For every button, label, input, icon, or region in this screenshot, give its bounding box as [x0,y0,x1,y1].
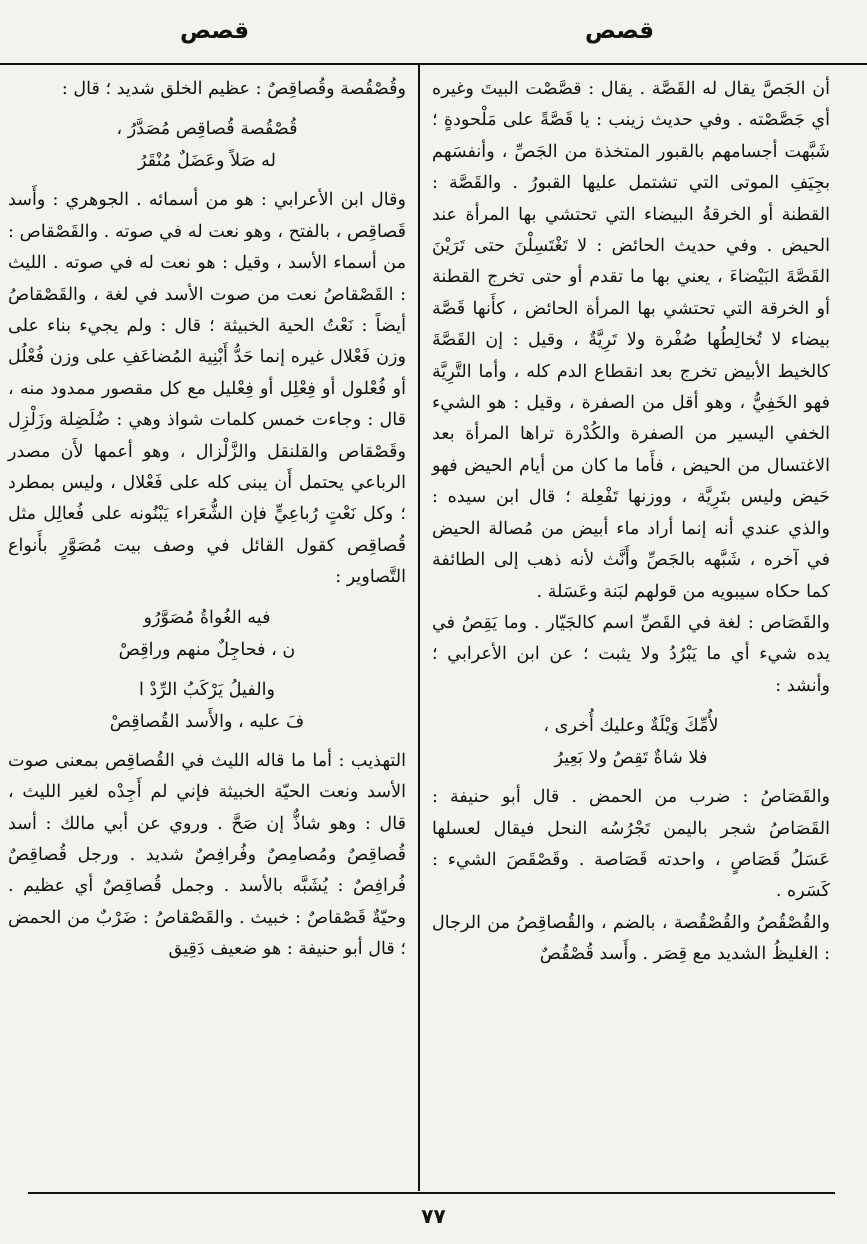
paragraph: وقال ابن الأعرابي : هو من أسمائه . الجوهري : وأَسد قَصاقِص ، بالفتح ، وهو نعت له في صوته . والقَصْقاص : من أسماء الأسد ، وقيل : هو نعت له في صوته . الليث : القَصْقاصُ نعت من صوت الأسد في لغة ، والقَصْقاصُ أيضاً : نَعْتُ الحية الخبيثة ؛ قال : ولم يجيء بناء على وزن فَعْلال غيره إنما حَدُّ أَبْنِية المُضاعَفِ على وزن فُعْلُل أو فُعْلول أو فِعْلِل أو فِعْليل مع كل مقصور ممدود منه ، قال : وجاءت خمس كلمات شواذ وهي : ضُلَضِلة وزَلْزِل وقَصْقاص والقلنقل والزَّلْزال ، وهو أعمها لأَن مصدر الرباعي يحتمل أَن يبنى كله على فَعْلال ، وليس بمطرد ؛ وكل نَعْتٍ رُباعِيٍّ فإن الشُّعَراء يَبْنُونه على فُعالِل مثل قُصاقِص كقول القائل في وصف بيت مُصَوَّرٍ بأَنواع التَّصاوير : [8,190,406,588]
paragraph: والقَصَاصُ : ضرب من الحمض . قال أبو حنيفة : القَصَاصُ شجر باليمن تَجْرُسُه النحل فيقال لعسلها عَسَلُ قَصَاصٍ ، واحدته قَصَاصة . وقَصْقَصَ الشيء : كَسَره . [432,787,830,902]
paragraph: أن الجَصَّ يقال له القَصَّة . يقال : قصَّصْت البيتَ وغيره أي جَصَّصْته . وفي حديث زينب : يا قَصَّةً على مَلْحودةٍ ؛ شَبَّهت أجسامهم بالقبور المتخذة من الجَصِّ ، وأنفسَهم بجِيَفِ الموتى التي تشتمل عليها القبورُ . والقَصَّة : القطنة أو الخرقةُ البيضاء التي تحتشي بها المرأة عند الحيض . وفي حديث الحائض : لا تَغْتَسِلْنَ حتى تَرَيْنَ القَصَّةَ البَيْضاءَ ، يعني بها ما تقدم أو حتى تخرج القطنة أو الخرقة التي تحتشي بها المرأة الحائض ، كأَنها قَصَّة بيضاء لا تُخالِطُها صُفْرة ولا تَرِيَّةٌ ، وقيل : إن القَصَّةَ كالخيط الأبيض تخرج بعد انقطاع الدم كله ، وأما التَّرِيَّة فهو الخَفِيُّ ، وهو أقل من الصفرة ، وقيل : هو الشيء الخفي اليسير من الصفرة والكُدْرة تراها المرأة بعد الاغتسال من الحيض ، فأَما ما كان من أيام الحيض فهو حَيض وليس بتَرِيَّة ، ووزنها تَفْعِلة ؛ قال ابن سيده : والذي عندي أنه إنما أراد ماء أبيض من مُصالة الحيض في آخره ، شَبَّهه بالجَصِّ وأَنَّث لأنه ذهب إلى الطائفة كما حكاه سيبويه من قولهم لبَنة وعَسَلة . [432,79,830,602]
verse-line: فلا شاةٌ تَقِصُ ولا بَعِيرُ [554,748,708,769]
top-rule [0,63,867,65]
page-header [0,18,867,54]
verse-line: قُصْقُصة قُصاقِص مُصَدَّرُ ، [116,119,298,140]
bottom-rule [28,1192,835,1194]
verse [8,113,406,177]
verse-line: ن ، فحاجِلٌ منهم وراقِصْ [118,639,296,660]
right-column [432,74,830,971]
paragraph: والقُصْقُصُ والقُصْقُصة ، بالضم ، والقُصاقِصُ من الرجال : الغليظُ الشديد مع قِصَر . وأَسد قُصْقُصٌ [432,912,830,965]
paragraph: وقُصْقُصة وقُصاقِصٌ : عظيم الخلق شديد ؛ قال : [61,79,406,99]
column-divider [418,63,420,1191]
verse-line: فَ عليه ، والأَسد القُصاقِصْ [109,711,305,732]
left-column [8,74,406,966]
verse-line: فيه الغُواةُ مُصَوَّرُو [143,607,271,628]
verse [8,602,406,666]
page-number: ٧٧ [421,1204,446,1228]
header-word-right: قصص [585,18,655,44]
header-word-left: قصص [180,18,250,44]
verse-line: لأُمِّكَ وَيْلَةٌ وعليك أُخرى ، [543,716,719,737]
verse-line: له صَلاً وعَضَلٌ مُنْقَرُ [138,151,276,172]
paragraph: التهذيب : أما ما قاله الليث في القُصاقِص بمعنى صوت الأسد ونعت الحيّة الخبيثة فإني لم أَجِدْه لغير الليث ، قال : وهو شاذٌّ إن صَحَّ . وروي عن أبي مالك : أسد قُصاقِصٌ ومُصامِصٌ وفُرافِصٌ شديد . ورجل قُصاقِصٌ فُرافِصٌ : يُشَبَّه بالأسد . وجمل قُصاقِصٌ أي عظيم . وحيّةٌ قَصْقاصٌ : خبيث . والقَصْقاصُ : ضَرْبٌ من الحمض ؛ قال أبو حنيفة : هو ضعيف دَقِيق [8,750,406,960]
paragraph: والقَصَاص : لغة في القَصِّ اسم كالجَيّار . وما يَقِصُ في يده شيء أي ما يَبْرُدُ ولا يثبت ؛ عن ابن الأعرابي ؛ وأنشد : [432,612,830,696]
verse-line: والفيلُ يَرْكَبُ الرِّدْ ا [139,679,275,700]
verse [8,674,406,738]
verse [432,710,830,774]
